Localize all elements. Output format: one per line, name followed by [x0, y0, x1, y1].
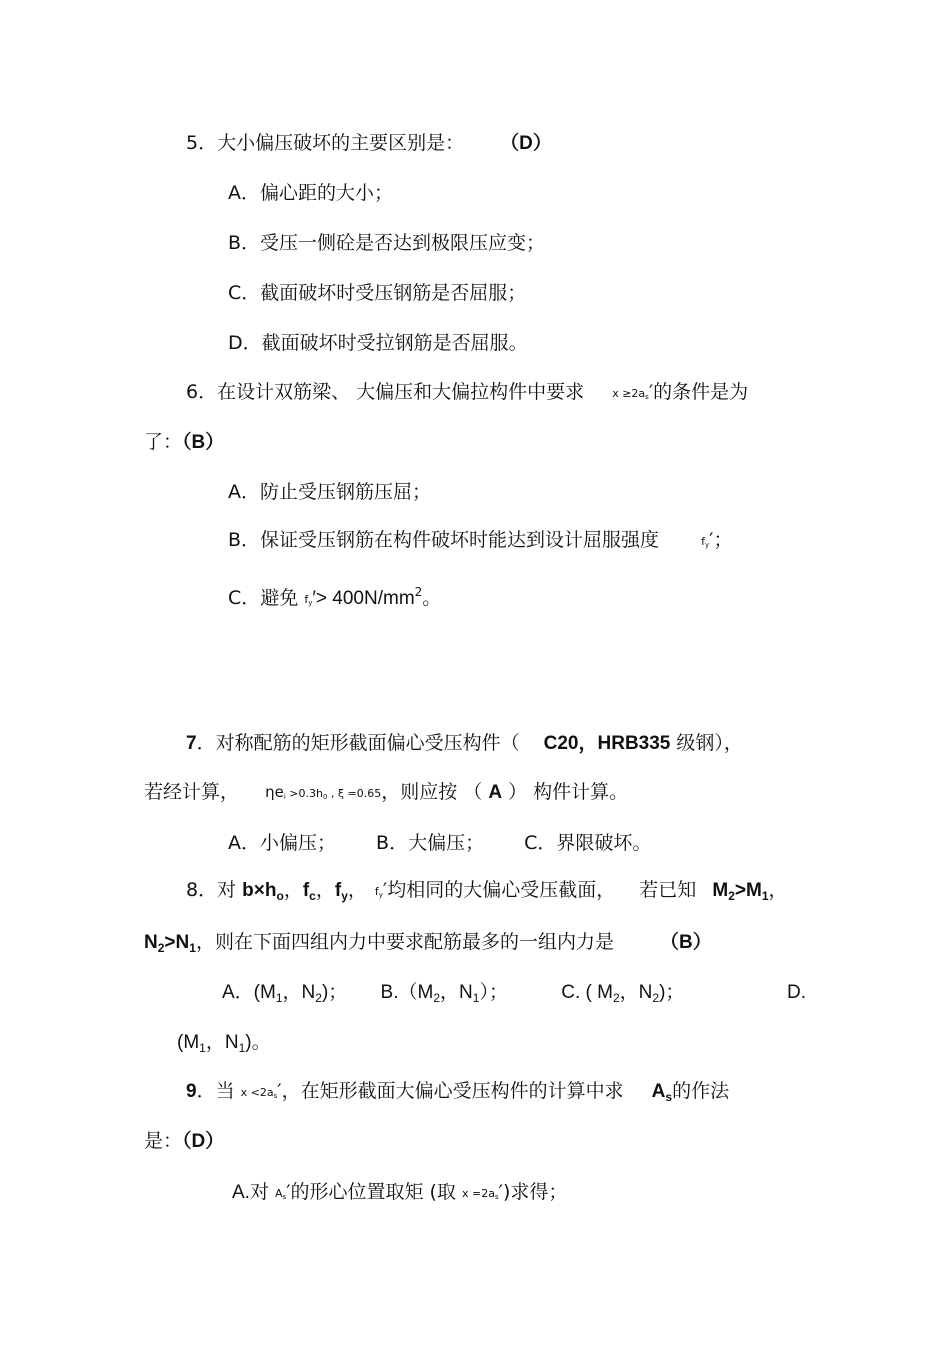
q8-answer: （B） [660, 932, 712, 953]
q8-n-condition: $N_2>N_1$ [144, 932, 196, 955]
q9-number: 9 [186, 1081, 197, 1102]
q9-option-a-formula: $x =2a_s$ [462, 1187, 499, 1201]
q9-answer: （D） [182, 1131, 225, 1152]
q8-stem-line2: $N_2>N_1$，则在下面四组内力中要求配筋最多的一组内力是 （B） [144, 931, 712, 955]
q8-option-b: $B.(M_2$，$N_1$）； [380, 982, 508, 1005]
q6-stem-line2 [144, 430, 224, 455]
q7-answer: A [488, 782, 503, 803]
q5-stem-line [186, 131, 552, 156]
q6-formula-tail: ′ [648, 381, 654, 403]
q5-option-a: A．偏心距的大小； [228, 182, 393, 204]
q9-option-a-symbol: $A_s$ [275, 1187, 287, 1201]
q7-options [228, 831, 651, 855]
q5-option-d: D．截面破坏时受拉钢筋是否屈服。 [228, 332, 528, 354]
q9-stem-line: 9．当 $x <2a_s'$，在矩形截面大偏心受压构件的计算中求 $A_s$的作法 [186, 1080, 730, 1104]
q6-option-c: C．避免 $f_y'> 400N/mm^2$。 [228, 585, 442, 609]
q8-b: $b\times h_o$ [242, 880, 284, 903]
q7-stem-b: 级钢）， [676, 732, 743, 754]
q8-option-d: ($M_1$，$N_1$)。 [177, 1032, 271, 1055]
q8-fy: $f_y$ [334, 880, 348, 903]
q7-formula: $\eta e_i >0.3h_0$ , ξ =0.65 [265, 783, 382, 801]
q5-option-b: B．受压一侧砼是否达到极限压应变； [228, 232, 546, 254]
q6-option-a: A．防止受压钢筋压屈； [228, 481, 431, 503]
q5-option-c: C．截面破坏时受压钢筋是否屈服； [228, 282, 527, 304]
q8-m-condition: $M_2>M_1$ [712, 880, 769, 903]
q8-fy-prime: $f_y$ [374, 885, 383, 899]
q6-option-c-symbol: $f_y$ [304, 593, 313, 607]
q9-as: $A_s$ [651, 1081, 673, 1104]
q6-answer: （B） [182, 432, 225, 453]
q9-stem-line2: 是：（D） [144, 1130, 225, 1152]
q6-stem-a: 6．在设计双筋梁、 大偏压和大偏拉构件中要求 [186, 381, 585, 403]
q7-grade: C20，HRB335 [543, 733, 671, 754]
q6-stem-c: 了： [144, 431, 183, 453]
q7-stem-a: ．对称配筋的矩形截面偏心受压构件（ [196, 732, 520, 754]
q7-option-c: C．界限破坏。 [524, 832, 652, 854]
q6-option-b: B．保证受压钢筋在构件破坏时能达到设计屈服强度 $f_y'$； [228, 529, 733, 551]
q6-stem-line [186, 380, 748, 409]
q8-option-d-label: D. [787, 982, 806, 1003]
q8-options [222, 981, 684, 1010]
q8-option-c: C. ( $M_2$，$N_2$)； [561, 982, 685, 1005]
q7-stem-line2: 若经计算， $\eta e_i >0.3h_0$ , ξ =0.65，则应按 （ A ） 构件计算。 [144, 781, 629, 803]
q7-option-a: A．小偏压； [228, 832, 336, 854]
q9-formula: $x <2a_s$ [240, 1086, 278, 1100]
q7-number: 7 [186, 733, 197, 754]
q8-option-a: A．($M_1$，$N_2$)； [222, 982, 348, 1005]
q9-option-a: A.对 $A_s'$的形心位置取矩 (取 $x =2a_s'$)求得； [232, 1181, 568, 1203]
q8-stem-line: 8．对 $b\times h_o$，$f_c$，$f_y$， $f_y'$均相同的大偏心受压截面， 若已知 $M_2>M_1$， [186, 879, 788, 903]
q7-option-b: B．大偏压； [376, 832, 485, 854]
q6-stem-b: 的条件是为 [653, 381, 749, 403]
q5-stem: 5．大小偏压破坏的主要区别是： [186, 132, 465, 154]
q7-stem-line [186, 731, 743, 756]
q6-formula: $x \ge 2a_s$ [612, 387, 649, 401]
q8-fc: $f_c$ [302, 880, 316, 903]
q5-answer: （D） [500, 133, 552, 154]
q6-option-b-symbol: $f_y$ [701, 535, 710, 549]
